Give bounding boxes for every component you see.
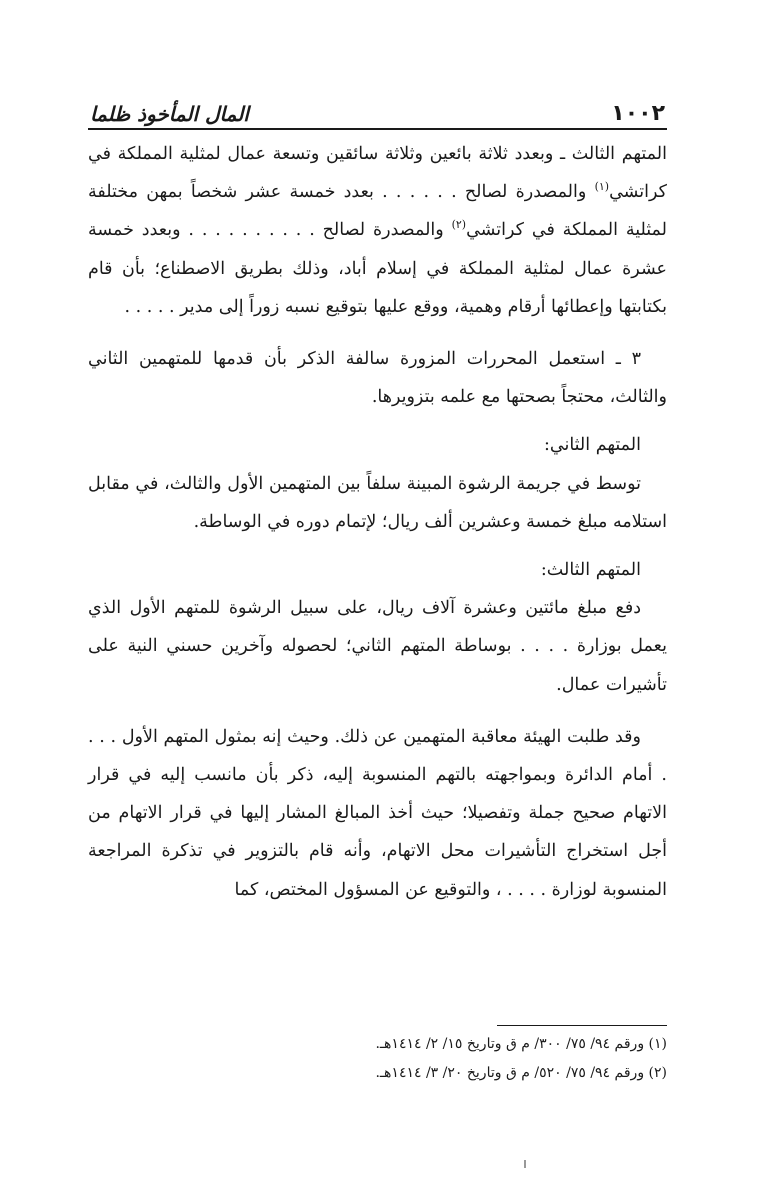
paragraph-third-accused: دفع مبلغ مائتين وعشرة آلاف ريال، على سبيل الرشوة للمتهم الأول الذي يعمل بوزارة . . . . بوساطة المتهم الثاني؛ لحصوله وآخرين حسني النية على تأشيرات عمال. [88, 598, 667, 695]
heading-third-accused: المتهم الثالث: [540, 560, 641, 581]
running-title: المال المأخوذ ظلما [90, 102, 249, 126]
heading-second-accused: المتهم الثاني: [543, 435, 641, 456]
paragraph-text: المتهم الثالث ـ وبعدد ثلاثة بائعين وثلاثة سائقين وتسعة عمال لمثلية المملكة في كراتشي [88, 144, 667, 203]
paragraph-second-accused: توسط في جريمة الرشوة المبينة سلفاً بين المتهمين الأول والثالث، في مقابل استلامه مبلغ خمسة وعشرين ألف ريال؛ لإتمام دوره في الوساطة. [88, 473, 667, 532]
page-header [90, 92, 665, 126]
footnote-ref-2: (٢) [451, 218, 467, 232]
scan-speck [524, 1160, 526, 1168]
footnote-rule [497, 1025, 667, 1026]
paragraph-text: والمصدرة لصالح . . . . . . بعدد خمسة عشر شخصاً بمهن مختلفة لمثلية المملكة في كراتشي [88, 182, 668, 241]
body-text [88, 135, 667, 909]
paragraph-item-3: ٣ ـ استعمل المحررات المزورة سالفة الذكر بأن قدمها للمتهمين الثاني والثالث، محتجاً بصحتها مع علمه بتزويرها. [88, 349, 667, 408]
header-rule [88, 128, 667, 130]
paragraph-text: والمصدرة لصالح . . . . . . . . . . وبعدد خمسة عشرة عمال لمثلية المملكة في إسلام أباد، وذلك بطريق الاصطناع؛ بأن قام بكتابتها وإعطائها أرقام وهمية، ووقع عليها بتوقيع نسبه زوراً إلى مدير . . . . . [88, 220, 667, 317]
footnote-ref-1: (١) [594, 180, 610, 194]
page-number: ١٠٠٢ [611, 101, 665, 126]
footnote-1: (١) ورقم ٩٤/ ٧٥/ ٣٠٠/ م ق وتاريخ ١٥/ ٢/ ١٤١٤هـ. [375, 1036, 667, 1052]
paragraph-prosecution-request: وقد طلبت الهيئة معاقبة المتهمين عن ذلك. وحيث إنه بمثول المتهم الأول . . . . أمام الدائرة وبمواجهته بالتهم المنسوبة إليه، ذكر بأن مانسب إليه في قرار الاتهام صحيح جملة وتفصيلا؛ حيث أخذ المبالغ المشار إليها في قرار الاتهام من أجل استخراج التأشيرات محل الاتهام، وأنه قام بالتزوير في تذكرة المراجعة المنسوبة لوزارة . . . . ، والتوقيع عن المسؤول المختص، كما [88, 726, 667, 900]
footnotes [88, 1030, 667, 1088]
footnote-2: (٢) ورقم ٩٤/ ٧٥/ ٥٢٠/ م ق وتاريخ ٢٠/ ٣/ ١٤١٤هـ. [375, 1065, 667, 1081]
paragraph-accused-three-continued [88, 135, 667, 326]
